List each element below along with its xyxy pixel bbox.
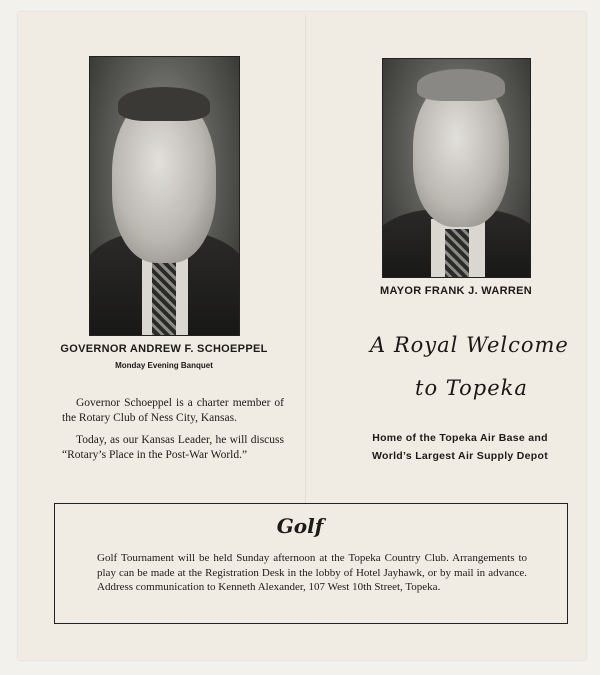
governor-portrait xyxy=(89,56,240,336)
banquet-subcaption: Monday Evening Banquet xyxy=(115,361,213,370)
hair-shape xyxy=(118,87,210,121)
golf-paragraph: Golf Tournament will be held Sunday afternoon at the Topeka Country Club. Arrangements to play can be made at the Registration Desk in the lobby of Hotel Jayhawk, or by mail in advance. Address communication to Kenneth Alexander, 107 West 10th Street, Topeka. xyxy=(97,552,527,593)
page-fold xyxy=(305,14,306,504)
welcome-script-line-1: A Royal Welcome xyxy=(370,333,569,357)
head-shape xyxy=(413,79,509,227)
hair-shape xyxy=(417,69,505,101)
governor-caption: GOVERNOR ANDREW F. SCHOEPPEL xyxy=(60,343,268,355)
governor-paragraph-2: Today, as our Kansas Leader, he will discuss “Rotary’s Place in the Post-War World.” xyxy=(62,434,284,461)
golf-heading: Golf xyxy=(276,514,324,538)
tagline-line-2: World’s Largest Air Supply Depot xyxy=(371,450,549,462)
tie-shape xyxy=(445,229,469,278)
tagline-line-1: Home of the Topeka Air Base and xyxy=(372,432,548,444)
governor-paragraph-1: Governor Schoeppel is a charter member of the Rotary Club of Ness City, Kansas. xyxy=(62,397,284,424)
welcome-script-line-2: to Topeka xyxy=(415,376,528,400)
mayor-caption: MAYOR FRANK J. WARREN xyxy=(380,285,532,297)
mayor-portrait xyxy=(382,58,531,278)
tie-shape xyxy=(152,262,176,336)
